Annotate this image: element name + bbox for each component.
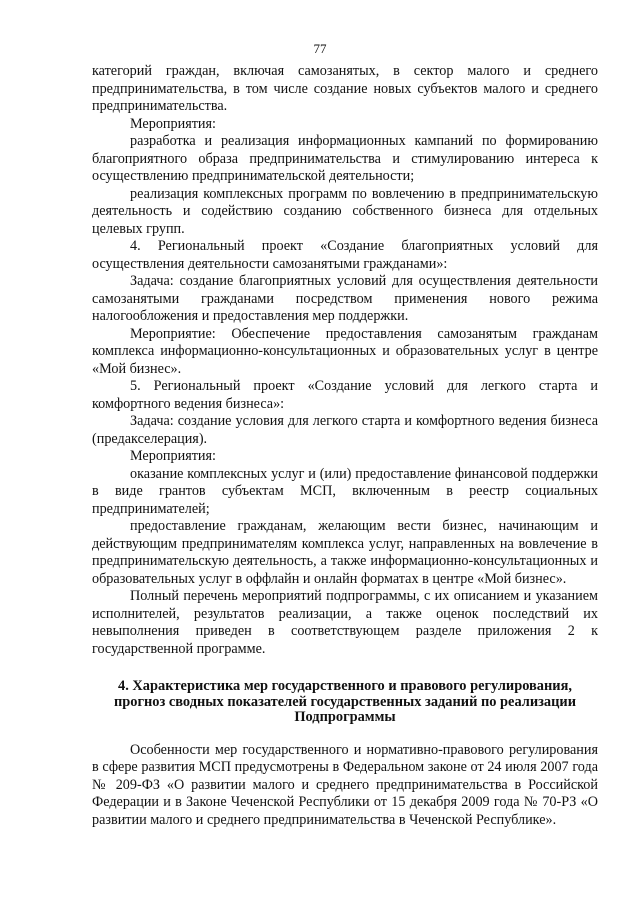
paragraphs-after-heading	[92, 742, 598, 830]
body-paragraph: 5. Региональный проект «Создание условий для легкого старта и комфортного ведения бизнеса»:	[92, 378, 598, 412]
body-paragraph: категорий граждан, включая самозанятых, в сектор малого и среднего предпринимательства, в том числе создание новых субъектов малого и среднего предпринимательства.	[92, 63, 598, 114]
page-content	[92, 63, 598, 829]
body-paragraph: Особенности мер государственного и нормативно-правового регулирования в сфере развития МСП предусмотрены в Федеральном законе от 24 июля 2007 года № 209-ФЗ «О развитии малого и среднего предпринимательства в Российской Федерации и в Законе Чеченской Республики от 15 декабря 2009 года № 70-РЗ «О развитии малого и среднего предпринимательства в Чеченской Республике».	[92, 741, 598, 828]
body-paragraph: Мероприятия:	[130, 115, 216, 132]
body-paragraph: Мероприятие: Обеспечение предоставления самозанятым гражданам комплекса информационно-консультационных и образовательных услуг в центре «Мой бизнес».	[92, 325, 598, 377]
page-number: 77	[313, 41, 327, 56]
paragraphs-before-heading	[92, 63, 598, 658]
body-paragraph: оказание комплексных услуг и (или) предоставление финансовой поддержки в виде грантов субъектам МСП, включенным в реестр социальных предпринимателей;	[92, 465, 598, 517]
section-heading: 4. Характеристика мер государственного и правового регулирования, прогноз сводных показателей государственных заданий по реализации Подпрограммы	[113, 678, 576, 725]
body-paragraph: предоставление гражданам, желающим вести бизнес, начинающим и действующим предпринимателям комплекса услуг, направленных на вовлечение в предпринимательскую деятельность, а также информационно-консультационных и образовательных услуг в оффлайн и онлайн форматах в центре «Мой бизнес».	[92, 518, 598, 587]
body-paragraph: Задача: создание условия для легкого старта и комфортного ведения бизнеса (предакселерация).	[92, 413, 598, 447]
body-paragraph: разработка и реализация информационных кампаний по формированию благоприятного образа предпринимательства и стимулированию интереса к осуществлению предпринимательской деятельности;	[92, 133, 598, 184]
body-paragraph: 4. Региональный проект «Создание благоприятных условий для осуществления деятельности самозанятыми гражданами»:	[92, 238, 598, 272]
body-paragraph: Мероприятия:	[130, 448, 216, 464]
body-paragraph: реализация комплексных программ по вовлечению в предпринимательскую деятельность и содействию созданию собственного бизнеса для отдельных целевых групп.	[92, 185, 598, 237]
body-paragraph: Задача: создание благоприятных условий для осуществления деятельности самозанятыми гражданами посредством применения нового режима налогообложения и предоставления мер поддержки.	[92, 273, 598, 324]
body-paragraph: Полный перечень мероприятий подпрограммы, с их описанием и указанием исполнителей, результатов реализации, а также оценок последствий их невыполнения приведен в соответствующем разделе приложения 2 к государственной программе.	[92, 588, 598, 657]
